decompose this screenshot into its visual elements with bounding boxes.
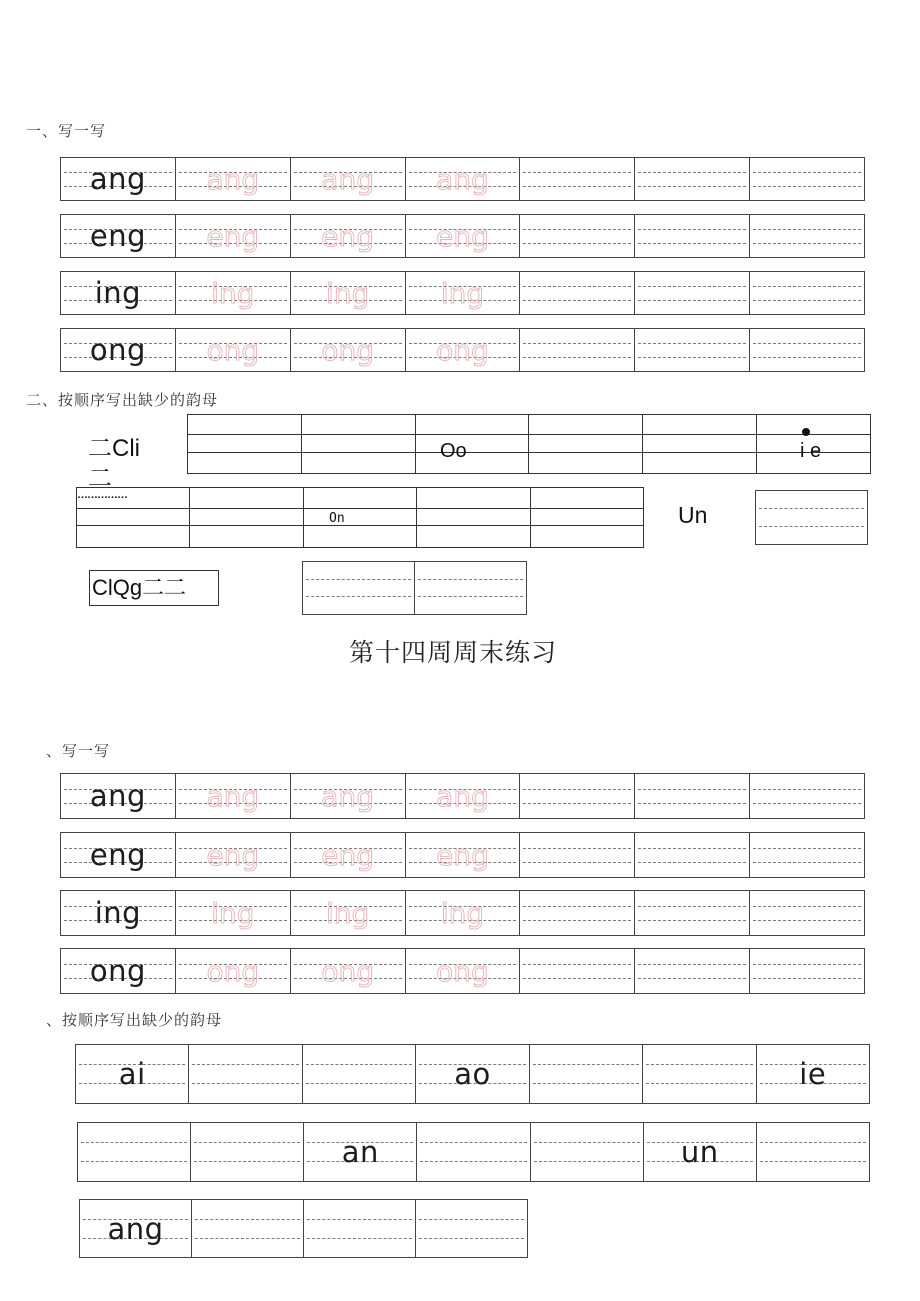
seq-text: ao [454, 1057, 491, 1091]
trace-text: ong [321, 333, 374, 367]
ocr-dots: …………… [77, 489, 127, 501]
blank-cell[interactable] [749, 891, 864, 935]
trace-text: eng [321, 219, 375, 253]
blank-cell[interactable] [303, 562, 414, 614]
trace-cell[interactable] [175, 272, 290, 314]
model-cell [61, 158, 175, 200]
blank-cell[interactable] [519, 329, 634, 371]
seq-cell[interactable] [190, 1123, 303, 1181]
seq-cell[interactable] [416, 1123, 529, 1181]
page-title: 第十四周周末练习 [348, 638, 557, 667]
section2-label: 二、按顺序写出缺少的韵母 [26, 391, 219, 409]
model-text: ong [89, 954, 146, 988]
ocr-un: Un [678, 502, 708, 528]
trace-cell[interactable] [290, 215, 405, 257]
table-cell[interactable] [188, 435, 302, 453]
trace-cell[interactable] [175, 158, 290, 200]
trace-cell[interactable] [290, 329, 405, 371]
table-cell[interactable] [77, 526, 190, 548]
seq-text: ang [107, 1211, 164, 1246]
seq-cell[interactable] [76, 1045, 188, 1103]
trace-cell[interactable] [405, 272, 520, 314]
seq-cell[interactable] [415, 1200, 527, 1257]
trace-cell[interactable] [405, 774, 520, 818]
ocr-table-row2 [76, 487, 644, 548]
trace-text: ing [211, 896, 255, 930]
model-cell [61, 891, 175, 935]
table-cell[interactable] [417, 526, 530, 548]
trace-text: ang [206, 162, 260, 196]
sequence-row-1 [75, 1044, 870, 1104]
blank-cell[interactable] [634, 272, 749, 314]
seq-text: an [341, 1135, 379, 1169]
table-cell[interactable] [77, 509, 190, 526]
blank-cell[interactable] [634, 215, 749, 257]
trace-text: ang [436, 162, 489, 196]
trace-text: eng [206, 838, 260, 872]
table-cell[interactable] [301, 453, 415, 474]
blank-cell[interactable] [634, 833, 749, 877]
sequence-row-3 [79, 1199, 528, 1258]
blank-cell[interactable] [756, 491, 867, 544]
table-cell[interactable] [190, 526, 303, 548]
seq-cell[interactable] [302, 1045, 415, 1103]
trace-cell[interactable] [405, 949, 520, 993]
write-row-ang [60, 157, 865, 201]
section1-label: 一、写一写 [26, 122, 107, 140]
trace-cell[interactable] [175, 891, 290, 935]
ocr-un-box [755, 490, 868, 545]
ocr-ang-boxes [302, 561, 527, 615]
blank-cell[interactable] [749, 215, 864, 257]
trace-cell[interactable] [175, 833, 290, 877]
trace-text: eng [206, 219, 260, 253]
table-cell[interactable] [643, 435, 757, 453]
model-text: eng [89, 219, 146, 253]
seq-cell[interactable] [642, 1045, 755, 1103]
seq-cell[interactable] [78, 1123, 190, 1181]
trace-cell[interactable] [290, 272, 405, 314]
seq-cell[interactable] [303, 1123, 416, 1181]
model-text: ong [89, 333, 146, 367]
table-cell[interactable] [303, 526, 416, 548]
seq-cell[interactable] [191, 1200, 303, 1257]
seq-cell[interactable] [643, 1123, 756, 1181]
trace-text: ing [211, 276, 255, 310]
trace-cell[interactable] [290, 774, 405, 818]
seq-cell[interactable] [529, 1045, 642, 1103]
write-row-ing-2 [60, 890, 865, 936]
trace-text: ong [206, 954, 260, 988]
table-cell[interactable] [415, 453, 529, 474]
seq-cell[interactable] [530, 1123, 643, 1181]
trace-text: ing [325, 276, 370, 310]
table-cell[interactable] [190, 488, 303, 509]
trace-cell[interactable] [405, 158, 520, 200]
trace-cell[interactable] [405, 833, 520, 877]
trace-text: ing [325, 896, 370, 930]
blank-cell[interactable] [634, 774, 749, 818]
ocr-dot [802, 428, 810, 436]
seq-cell[interactable] [303, 1200, 415, 1257]
ocr-ie: i e [800, 440, 822, 462]
table-cell[interactable] [417, 488, 530, 509]
table-cell[interactable] [190, 509, 303, 526]
model-text: ang [89, 779, 146, 813]
table-cell[interactable] [530, 509, 643, 526]
write-row-ong-2 [60, 948, 865, 994]
table-cell[interactable] [303, 488, 416, 509]
trace-text: eng [436, 838, 489, 872]
trace-cell[interactable] [175, 215, 290, 257]
ocr-on: On [329, 511, 345, 526]
trace-cell[interactable] [290, 891, 405, 935]
blank-cell[interactable] [749, 833, 864, 877]
model-text: ang [89, 162, 146, 196]
blank-cell[interactable] [519, 891, 634, 935]
model-cell [61, 329, 175, 371]
write-row-ang-2 [60, 773, 865, 819]
table-cell[interactable] [530, 526, 643, 548]
write-row-eng [60, 214, 865, 258]
trace-text: ing [440, 896, 485, 930]
table-cell[interactable] [188, 415, 302, 435]
trace-text: eng [436, 219, 489, 253]
ocr-table-row1 [187, 414, 871, 474]
table-cell[interactable] [529, 415, 643, 435]
model-text: ing [94, 896, 142, 930]
write-row-ong [60, 328, 865, 372]
seq-text: un [680, 1135, 719, 1169]
blank-cell[interactable] [749, 949, 864, 993]
blank-cell[interactable] [634, 949, 749, 993]
table-cell[interactable] [415, 415, 529, 435]
trace-text: ong [436, 954, 489, 988]
seq-cell[interactable] [188, 1045, 301, 1103]
trace-text: ang [206, 779, 260, 813]
blank-cell[interactable] [519, 272, 634, 314]
model-cell [61, 215, 175, 257]
table-cell[interactable] [188, 453, 302, 474]
trace-cell[interactable] [290, 158, 405, 200]
blank-cell[interactable] [519, 949, 634, 993]
write-row-eng-2 [60, 832, 865, 878]
ocr-row1-label2: 二 [88, 465, 112, 492]
blank-cell[interactable] [749, 329, 864, 371]
table-cell[interactable] [529, 453, 643, 474]
table-cell[interactable] [530, 488, 643, 509]
model-text: eng [89, 838, 146, 872]
blank-cell[interactable] [414, 562, 526, 614]
trace-text: ang [436, 779, 489, 813]
trace-cell[interactable] [290, 833, 405, 877]
trace-text: ang [321, 162, 374, 196]
trace-cell[interactable] [175, 329, 290, 371]
table-cell[interactable] [417, 509, 530, 526]
model-text: ing [94, 276, 142, 310]
trace-cell[interactable] [405, 329, 520, 371]
trace-cell[interactable] [175, 949, 290, 993]
ocr-box-text: ClQg二二 [89, 570, 219, 606]
seq-cell[interactable] [756, 1045, 869, 1103]
trace-text: ong [206, 333, 260, 367]
blank-cell[interactable] [634, 891, 749, 935]
blank-cell[interactable] [634, 158, 749, 200]
table-cell[interactable] [415, 435, 529, 462]
trace-cell[interactable] [175, 774, 290, 818]
blank-cell[interactable] [519, 774, 634, 818]
trace-text: ong [321, 954, 374, 988]
table-cell[interactable] [303, 509, 416, 526]
section2-label-2: 、按顺序写出缺少的韵母 [46, 1011, 223, 1029]
trace-text: ong [436, 333, 489, 367]
table-cell[interactable] [301, 415, 415, 435]
table-cell[interactable] [301, 435, 415, 453]
write-row-ing [60, 271, 865, 315]
seq-cell[interactable] [415, 1045, 528, 1103]
seq-cell[interactable] [80, 1200, 191, 1257]
blank-cell[interactable] [519, 215, 634, 257]
blank-cell[interactable] [634, 329, 749, 371]
model-cell [61, 833, 175, 877]
trace-text: eng [321, 838, 375, 872]
ocr-oo: Oo [440, 440, 467, 462]
sequence-row-2 [77, 1122, 870, 1182]
ocr-row1-label: 二Cli [88, 435, 140, 462]
table-cell[interactable] [757, 415, 871, 435]
model-cell [61, 272, 175, 314]
model-cell [61, 774, 175, 818]
blank-cell[interactable] [749, 158, 864, 200]
seq-text: ai [118, 1057, 146, 1091]
table-cell[interactable] [643, 453, 757, 474]
trace-text: ing [440, 276, 485, 310]
seq-text: ie [799, 1057, 827, 1091]
blank-cell[interactable] [749, 272, 864, 314]
seq-cell[interactable] [756, 1123, 869, 1181]
section1-label-2: 、写一写 [46, 742, 111, 760]
trace-cell[interactable] [405, 891, 520, 935]
blank-cell[interactable] [749, 774, 864, 818]
trace-cell[interactable] [405, 215, 520, 257]
model-cell [61, 949, 175, 993]
blank-cell[interactable] [519, 833, 634, 877]
blank-cell[interactable] [519, 158, 634, 200]
trace-text: ang [321, 779, 374, 813]
table-cell[interactable] [529, 435, 643, 453]
trace-cell[interactable] [290, 949, 405, 993]
table-cell[interactable] [643, 415, 757, 435]
